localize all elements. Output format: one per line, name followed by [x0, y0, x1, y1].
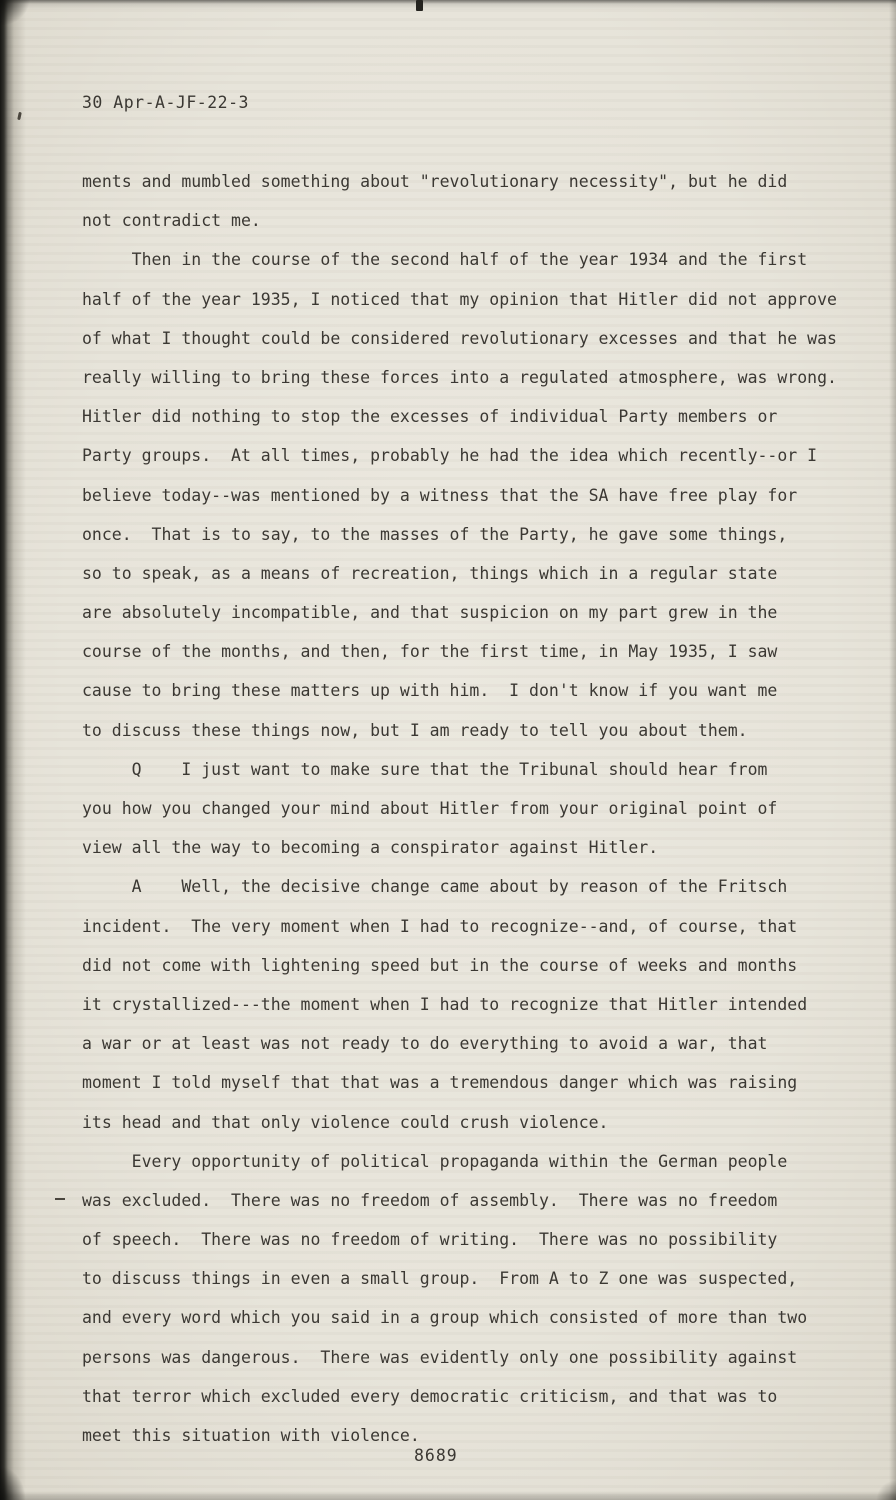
- text-line: its head and that only violence could crush violence.: [82, 1112, 609, 1132]
- text-line: Party groups. At all times, probably he had the idea which recently--or I: [82, 446, 818, 466]
- text-line: that terror which excluded every democratic criticism, and that was to: [82, 1386, 778, 1406]
- scan-artifact-mark: [416, 0, 423, 11]
- scan-corner-shadow: [0, 1466, 26, 1500]
- text-line: and every word which you said in a group which consisted of more than two: [82, 1308, 808, 1328]
- text-line: meet this situation with violence.: [82, 1426, 420, 1445]
- text-line: Every opportunity of political propaganda within the German people: [82, 1151, 788, 1171]
- text-line: not contradict me.: [82, 211, 261, 231]
- text-line: are absolutely incompatible, and that suspicion on my part grew in the: [82, 603, 778, 623]
- text-line: you how you changed your mind about Hitler from your original point of: [82, 799, 778, 818]
- stray-ink-mark: [17, 112, 22, 120]
- text-line: a war or at least was not ready to do everything to avoid a war, that: [82, 1034, 768, 1054]
- document-id-header: 30 Apr-A-JF-22-3: [82, 93, 249, 112]
- page-number: 8689: [414, 1446, 458, 1465]
- text-line: incident. The very moment when I had to recognize--and, of course, that: [82, 916, 798, 936]
- text-line: cause to bring these matters up with him. I don't know if you want me: [82, 681, 778, 701]
- text-line: persons was dangerous. There was evidently only one possibility against: [82, 1347, 798, 1367]
- text-line: did not come with lightening speed but in the course of weeks and months: [82, 955, 798, 975]
- text-line: Hitler did nothing to stop the excesses of individual Party members or: [82, 407, 778, 427]
- text-line: really willing to bring these forces into a regulated atmosphere, was wrong.: [82, 367, 837, 387]
- text-line: Then in the course of the second half of the year 1934 and the first: [82, 250, 808, 270]
- text-line: to discuss things in even a small group. From A to Z one was suspected,: [82, 1269, 798, 1289]
- text-line: it crystallized---the moment when I had to recognize that Hitler intended: [82, 994, 808, 1014]
- text-line: Q I just want to make sure that the Tribunal should hear from: [82, 759, 768, 779]
- stray-ink-mark: [55, 1198, 65, 1200]
- text-line: A Well, the decisive change came about by reason of the Fritsch: [82, 877, 788, 897]
- text-line: of speech. There was no freedom of writing. There was no possibility: [82, 1230, 778, 1250]
- transcript-body: [82, 162, 878, 1455]
- text-line: view all the way to becoming a conspirator against Hitler.: [82, 838, 659, 858]
- scan-corner-shadow: [0, 0, 30, 26]
- text-line: to discuss these things now, but I am ready to tell you about them.: [82, 720, 748, 740]
- text-line: so to speak, as a means of recreation, things which in a regular state: [82, 563, 778, 583]
- text-line: ments and mumbled something about "revolutionary necessity", but he did: [82, 172, 788, 191]
- text-line: once. That is to say, to the masses of the Party, he gave some things,: [82, 524, 788, 544]
- text-line: believe today--was mentioned by a witness that the SA have free play for: [82, 485, 798, 505]
- scan-corner-shadow: [876, 1480, 896, 1500]
- text-line: was excluded. There was no freedom of assembly. There was no freedom: [82, 1190, 778, 1210]
- text-line: moment I told myself that that was a tremendous danger which was raising: [82, 1073, 798, 1093]
- text-line: half of the year 1935, I noticed that my opinion that Hitler did not approve: [82, 289, 837, 309]
- text-line: course of the months, and then, for the first time, in May 1935, I saw: [82, 642, 778, 662]
- text-line: of what I thought could be considered revolutionary excesses and that he was: [82, 328, 837, 348]
